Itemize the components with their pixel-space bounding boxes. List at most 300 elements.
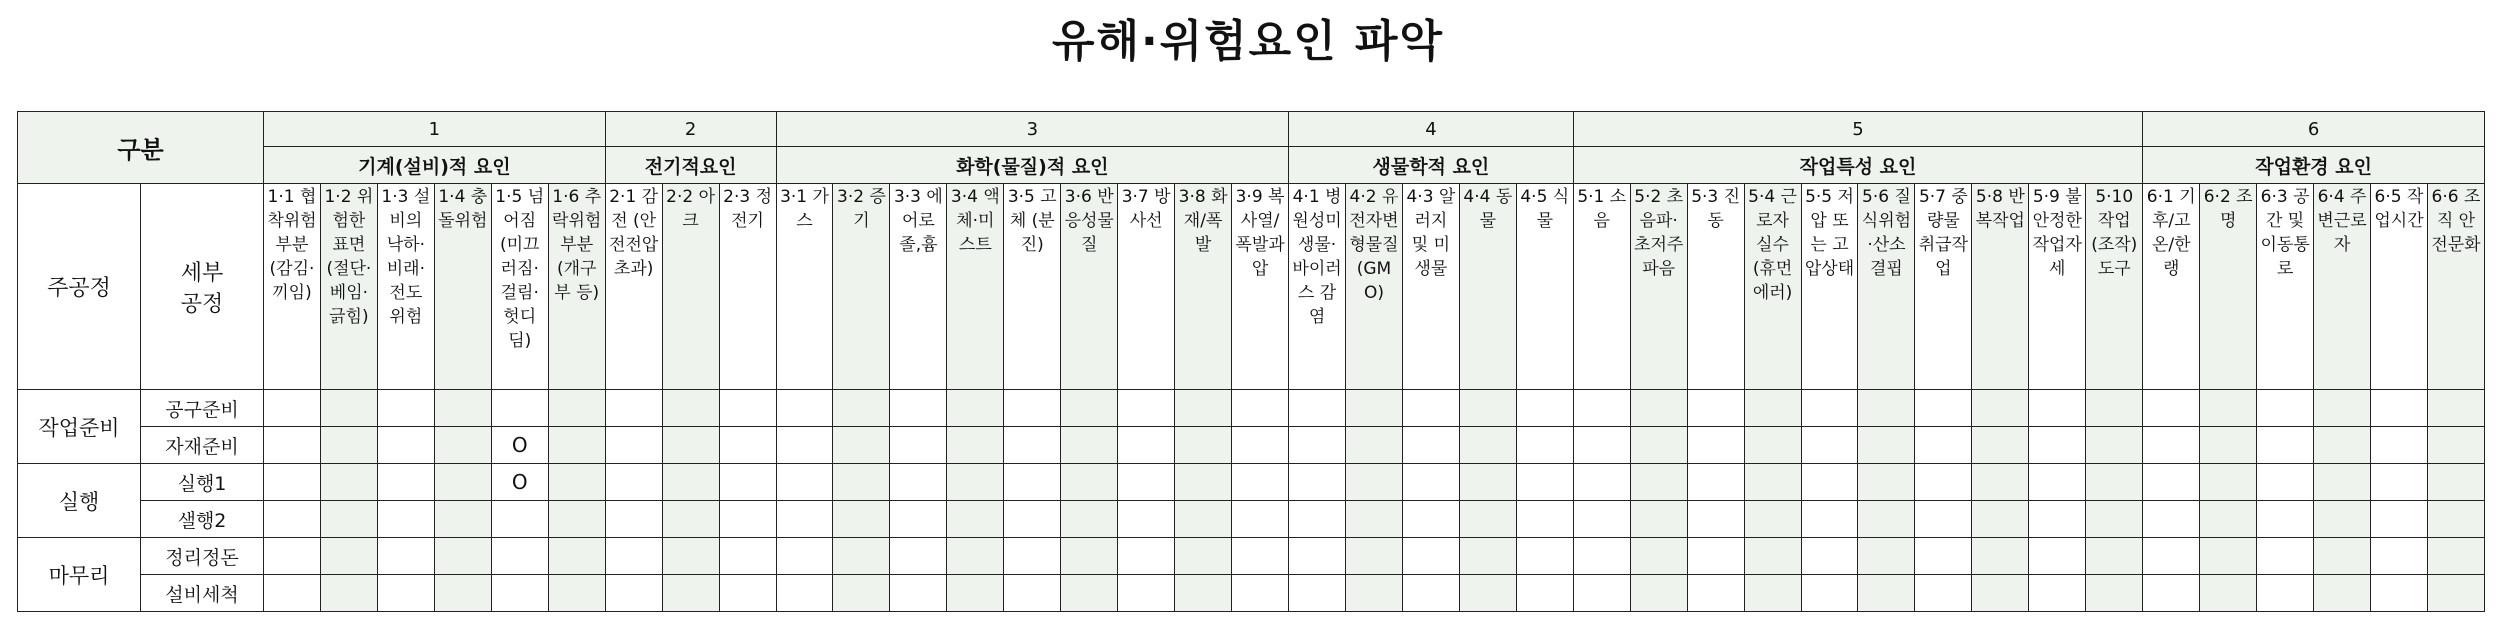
check-cell — [1516, 538, 1573, 575]
check-cell — [2143, 464, 2200, 501]
hazard-table — [17, 111, 2485, 612]
hazard-item: 5·9 불안정한 작업자세 — [2029, 184, 2086, 390]
check-cell — [1630, 575, 1687, 612]
check-cell — [1915, 464, 1972, 501]
check-cell — [719, 538, 776, 575]
check-cell — [1118, 464, 1175, 501]
page-title: 유해·위험요인 파악 — [1051, 16, 1445, 67]
check-cell — [1402, 464, 1459, 501]
check-cell — [605, 501, 662, 538]
check-cell — [434, 575, 491, 612]
check-cell — [1687, 501, 1744, 538]
check-cell — [1289, 501, 1346, 538]
check-cell — [1630, 464, 1687, 501]
check-cell — [1402, 390, 1459, 427]
hazard-item: 5·7 중량물 취급작업 — [1915, 184, 1972, 390]
check-cell — [1459, 390, 1516, 427]
check-cell — [1004, 390, 1061, 427]
hazard-item: 5·1 소음 — [1573, 184, 1630, 390]
check-cell — [1118, 538, 1175, 575]
check-cell — [1573, 390, 1630, 427]
check-cell — [1915, 538, 1972, 575]
check-cell — [2029, 464, 2086, 501]
check-cell — [1175, 390, 1232, 427]
check-cell — [1915, 575, 1972, 612]
check-cell — [719, 427, 776, 464]
check-cell — [1744, 464, 1801, 501]
check-cell — [662, 501, 719, 538]
check-cell — [377, 538, 434, 575]
hazard-item: 5·8 반복작업 — [1972, 184, 2029, 390]
check-cell — [1175, 427, 1232, 464]
check-cell — [2200, 464, 2257, 501]
check-cell — [2314, 575, 2371, 612]
check-cell — [2200, 390, 2257, 427]
check-cell — [1972, 427, 2029, 464]
hazard-item: 3·8 화재/폭발 — [1175, 184, 1232, 390]
group-name: 기계(설비)적 요인 — [264, 147, 606, 184]
sub-process-cell: 설비세척 — [141, 575, 264, 612]
check-cell — [1289, 390, 1346, 427]
check-cell — [2314, 464, 2371, 501]
hazard-item: 3·1 가스 — [776, 184, 833, 390]
check-cell — [2029, 390, 2086, 427]
check-cell — [1516, 390, 1573, 427]
check-cell — [890, 464, 947, 501]
check-cell — [2029, 427, 2086, 464]
check-cell — [1801, 427, 1858, 464]
check-cell — [2371, 427, 2428, 464]
check-cell — [2143, 427, 2200, 464]
main-process-cell: 작업준비 — [18, 390, 141, 464]
check-cell — [1858, 538, 1915, 575]
check-cell — [264, 390, 321, 427]
check-cell — [1346, 538, 1403, 575]
check-cell — [1004, 427, 1061, 464]
hazard-item: 6·1 기후/고온/한랭 — [2143, 184, 2200, 390]
check-cell — [320, 575, 377, 612]
check-cell — [2371, 464, 2428, 501]
group-name: 화학(물질)적 요인 — [776, 147, 1289, 184]
hazard-item: 5·5 저압 또는 고압상태 — [1801, 184, 1858, 390]
hazard-item: 1·3 설비의 낙하·비래·전도 위험 — [377, 184, 434, 390]
check-cell — [605, 538, 662, 575]
check-cell — [1744, 575, 1801, 612]
check-cell — [1516, 501, 1573, 538]
check-cell — [833, 575, 890, 612]
check-cell — [662, 464, 719, 501]
gubun-header: 구분 — [18, 112, 264, 184]
sub-process-cell: 정리정돈 — [141, 538, 264, 575]
check-cell — [2371, 501, 2428, 538]
group-number: 3 — [776, 112, 1289, 147]
check-cell — [548, 501, 605, 538]
check-cell — [1801, 575, 1858, 612]
check-cell — [1972, 390, 2029, 427]
check-cell — [605, 427, 662, 464]
sub-process-cell: 자재준비 — [141, 427, 264, 464]
hazard-item: 2·2 아크 — [662, 184, 719, 390]
table-row — [18, 464, 2485, 501]
check-cell — [890, 390, 947, 427]
group-number: 1 — [264, 112, 606, 147]
check-cell — [1972, 501, 2029, 538]
check-cell — [1573, 501, 1630, 538]
check-cell — [2371, 538, 2428, 575]
check-cell — [662, 538, 719, 575]
check-cell — [833, 538, 890, 575]
check-cell — [719, 390, 776, 427]
sub-process-header: 세부 공정 — [141, 184, 264, 390]
check-cell — [1118, 575, 1175, 612]
check-cell — [947, 390, 1004, 427]
check-cell — [548, 427, 605, 464]
check-cell — [1858, 390, 1915, 427]
check-cell — [776, 501, 833, 538]
check-cell — [1004, 464, 1061, 501]
check-cell — [605, 390, 662, 427]
check-cell — [491, 575, 548, 612]
check-cell — [1459, 501, 1516, 538]
check-cell — [2427, 390, 2484, 427]
hazard-item: 2·3 정전기 — [719, 184, 776, 390]
check-cell — [662, 575, 719, 612]
check-cell — [1915, 501, 1972, 538]
check-cell — [2427, 464, 2484, 501]
check-cell — [1402, 538, 1459, 575]
check-cell — [833, 427, 890, 464]
check-cell — [2427, 575, 2484, 612]
check-cell — [2427, 501, 2484, 538]
hazard-item: 1·5 넘어짐 (미끄러짐·걸림·헛디딤) — [491, 184, 548, 390]
check-cell — [947, 501, 1004, 538]
check-cell — [491, 538, 548, 575]
check-cell — [2257, 575, 2314, 612]
check-cell — [833, 464, 890, 501]
check-cell — [662, 390, 719, 427]
check-cell — [548, 464, 605, 501]
check-cell — [2257, 427, 2314, 464]
check-cell — [2086, 464, 2143, 501]
main-process-cell: 실행 — [18, 464, 141, 538]
check-cell — [1289, 427, 1346, 464]
group-number: 5 — [1573, 112, 2142, 147]
check-cell — [605, 575, 662, 612]
check-cell — [434, 538, 491, 575]
hazard-item: 5·4 근로자 실수 (휴먼에러) — [1744, 184, 1801, 390]
check-cell — [2200, 427, 2257, 464]
check-cell — [264, 464, 321, 501]
check-cell — [605, 464, 662, 501]
check-cell — [1687, 390, 1744, 427]
hazard-item: 6·6 조직 안전문화 — [2427, 184, 2484, 390]
hazard-item: 6·4 주변근로자 — [2314, 184, 2371, 390]
check-cell — [1972, 538, 2029, 575]
check-cell — [377, 575, 434, 612]
check-cell — [320, 427, 377, 464]
check-cell — [2257, 390, 2314, 427]
check-cell — [2371, 390, 2428, 427]
check-cell — [776, 464, 833, 501]
check-cell — [377, 427, 434, 464]
check-cell — [1232, 501, 1289, 538]
check-cell: O — [491, 464, 548, 501]
check-cell — [1004, 575, 1061, 612]
check-cell — [548, 390, 605, 427]
check-cell — [1630, 390, 1687, 427]
check-cell — [320, 538, 377, 575]
check-cell: O — [491, 427, 548, 464]
check-cell — [1915, 390, 1972, 427]
check-cell — [1459, 464, 1516, 501]
check-cell — [1175, 575, 1232, 612]
check-cell — [320, 464, 377, 501]
check-cell — [2257, 501, 2314, 538]
check-cell — [776, 575, 833, 612]
hazard-item: 1·1 협착위험 부분 (감김·끼임) — [264, 184, 321, 390]
check-cell — [947, 538, 1004, 575]
main-process-cell: 마무리 — [18, 538, 141, 612]
check-cell — [1061, 538, 1118, 575]
check-cell — [1232, 538, 1289, 575]
table-row — [18, 538, 2485, 575]
check-cell — [1346, 575, 1403, 612]
check-cell — [2314, 390, 2371, 427]
check-cell — [1573, 464, 1630, 501]
check-cell — [1573, 575, 1630, 612]
check-cell — [2086, 390, 2143, 427]
check-cell — [890, 501, 947, 538]
check-cell — [1972, 464, 2029, 501]
hazard-item: 4·4 동물 — [1459, 184, 1516, 390]
check-cell — [1118, 427, 1175, 464]
check-cell — [719, 501, 776, 538]
check-cell — [1402, 575, 1459, 612]
hazard-item: 6·2 조명 — [2200, 184, 2257, 390]
check-cell — [2200, 538, 2257, 575]
hazard-item: 1·4 충돌위험 — [434, 184, 491, 390]
check-cell — [947, 427, 1004, 464]
check-cell — [2371, 575, 2428, 612]
table-row — [18, 427, 2485, 464]
check-cell — [2086, 575, 2143, 612]
check-cell — [377, 390, 434, 427]
check-cell — [1061, 390, 1118, 427]
check-cell — [1630, 501, 1687, 538]
check-cell — [1459, 575, 1516, 612]
check-cell — [2200, 575, 2257, 612]
hazard-item: 5·6 질식위험·산소결핍 — [1858, 184, 1915, 390]
check-cell — [1687, 464, 1744, 501]
group-name: 작업환경 요인 — [2143, 147, 2485, 184]
check-cell — [1402, 427, 1459, 464]
check-cell — [2427, 427, 2484, 464]
check-cell — [2029, 575, 2086, 612]
check-cell — [2143, 390, 2200, 427]
check-cell — [719, 464, 776, 501]
check-cell — [264, 501, 321, 538]
check-cell — [491, 390, 548, 427]
check-cell — [434, 501, 491, 538]
sub-process-cell: 샐행2 — [141, 501, 264, 538]
hazard-item: 5·2 초음파·초저주파음 — [1630, 184, 1687, 390]
check-cell — [2427, 538, 2484, 575]
check-cell — [1630, 427, 1687, 464]
group-name: 전기적요인 — [605, 147, 776, 184]
hazard-item: 3·6 반응성물질 — [1061, 184, 1118, 390]
check-cell — [320, 501, 377, 538]
check-cell — [1516, 464, 1573, 501]
hazard-item: 4·2 유전자변형물질 (GMO) — [1346, 184, 1403, 390]
check-cell — [2314, 538, 2371, 575]
check-cell — [776, 538, 833, 575]
check-cell — [264, 575, 321, 612]
check-cell — [2029, 501, 2086, 538]
hazard-item: 3·5 고체 (분진) — [1004, 184, 1061, 390]
check-cell — [1061, 427, 1118, 464]
check-cell — [264, 538, 321, 575]
check-cell — [2086, 538, 2143, 575]
main-process-header: 주공정 — [18, 184, 141, 390]
check-cell — [1346, 390, 1403, 427]
check-cell — [833, 501, 890, 538]
check-cell — [1061, 464, 1118, 501]
table-row — [18, 390, 2485, 427]
hazard-item: 3·3 에어로졸,흄 — [890, 184, 947, 390]
sub-process-cell: 공구준비 — [141, 390, 264, 427]
check-cell — [1858, 501, 1915, 538]
hazard-item: 6·5 작업시간 — [2371, 184, 2428, 390]
check-cell — [2143, 538, 2200, 575]
check-cell — [1459, 538, 1516, 575]
check-cell — [1858, 575, 1915, 612]
check-cell — [1915, 427, 1972, 464]
check-cell — [890, 538, 947, 575]
check-cell — [1744, 538, 1801, 575]
check-cell — [1346, 501, 1403, 538]
hazard-item: 4·5 식물 — [1516, 184, 1573, 390]
check-cell — [1573, 538, 1630, 575]
check-cell — [662, 427, 719, 464]
check-cell — [264, 427, 321, 464]
check-cell — [1289, 538, 1346, 575]
check-cell — [1175, 464, 1232, 501]
check-cell — [1687, 427, 1744, 464]
check-cell — [1346, 464, 1403, 501]
check-cell — [2257, 538, 2314, 575]
check-cell — [1744, 427, 1801, 464]
check-cell — [1402, 501, 1459, 538]
check-cell — [1175, 538, 1232, 575]
check-cell — [434, 390, 491, 427]
hazard-item: 1·2 위험한 표면 (절단·베임·긁힘) — [320, 184, 377, 390]
check-cell — [947, 464, 1004, 501]
check-cell — [2257, 464, 2314, 501]
check-cell — [890, 575, 947, 612]
group-number: 2 — [605, 112, 776, 147]
check-cell — [890, 427, 947, 464]
check-cell — [1289, 464, 1346, 501]
check-cell — [1061, 575, 1118, 612]
hazard-item: 4·3 알러지 및 미생물 — [1402, 184, 1459, 390]
check-cell — [833, 390, 890, 427]
hazard-item: 3·7 방사선 — [1118, 184, 1175, 390]
hazard-item: 6·3 공간 및 이동통로 — [2257, 184, 2314, 390]
hazard-item: 5·3 진동 — [1687, 184, 1744, 390]
check-cell — [377, 501, 434, 538]
check-cell — [2143, 501, 2200, 538]
hazard-item: 4·1 병원성미생물·바이러스 감염 — [1289, 184, 1346, 390]
check-cell — [1801, 464, 1858, 501]
check-cell — [548, 575, 605, 612]
hazard-item: 3·4 액체·미스트 — [947, 184, 1004, 390]
check-cell — [320, 390, 377, 427]
table-row — [18, 501, 2485, 538]
group-name: 생물학적 요인 — [1289, 147, 1574, 184]
group-number: 4 — [1289, 112, 1574, 147]
check-cell — [776, 390, 833, 427]
table-row — [18, 575, 2485, 612]
check-cell — [2086, 501, 2143, 538]
check-cell — [1232, 464, 1289, 501]
check-cell — [2314, 427, 2371, 464]
check-cell — [1118, 501, 1175, 538]
hazard-item: 2·1 감전 (안전전압 초과) — [605, 184, 662, 390]
check-cell — [377, 464, 434, 501]
check-cell — [2086, 427, 2143, 464]
check-cell — [1744, 501, 1801, 538]
check-cell — [1687, 575, 1744, 612]
group-name: 작업특성 요인 — [1573, 147, 2142, 184]
sub-process-cell: 실행1 — [141, 464, 264, 501]
check-cell — [1459, 427, 1516, 464]
check-cell — [1289, 575, 1346, 612]
check-cell — [719, 575, 776, 612]
check-cell — [1346, 427, 1403, 464]
hazard-item: 3·2 증기 — [833, 184, 890, 390]
check-cell — [1858, 464, 1915, 501]
check-cell — [1801, 501, 1858, 538]
check-cell — [1004, 538, 1061, 575]
check-cell — [1004, 501, 1061, 538]
check-cell — [2314, 501, 2371, 538]
hazard-item: 5·10 작업 (조작) 도구 — [2086, 184, 2143, 390]
check-cell — [2200, 501, 2257, 538]
check-cell — [434, 464, 491, 501]
check-cell — [776, 427, 833, 464]
check-cell — [491, 501, 548, 538]
check-cell — [1061, 501, 1118, 538]
check-cell — [1801, 390, 1858, 427]
group-number: 6 — [2143, 112, 2485, 147]
check-cell — [1858, 427, 1915, 464]
check-cell — [1516, 427, 1573, 464]
check-cell — [1744, 390, 1801, 427]
check-cell — [1516, 575, 1573, 612]
check-cell — [2029, 538, 2086, 575]
check-cell — [947, 575, 1004, 612]
check-cell — [434, 427, 491, 464]
check-cell — [1232, 575, 1289, 612]
check-cell — [1972, 575, 2029, 612]
check-cell — [2143, 575, 2200, 612]
check-cell — [1630, 538, 1687, 575]
hazard-item: 1·6 추락위험 부분 (개구부 등) — [548, 184, 605, 390]
check-cell — [1118, 390, 1175, 427]
check-cell — [1573, 427, 1630, 464]
check-cell — [1232, 427, 1289, 464]
hazard-item: 3·9 복사열/폭발과압 — [1232, 184, 1289, 390]
